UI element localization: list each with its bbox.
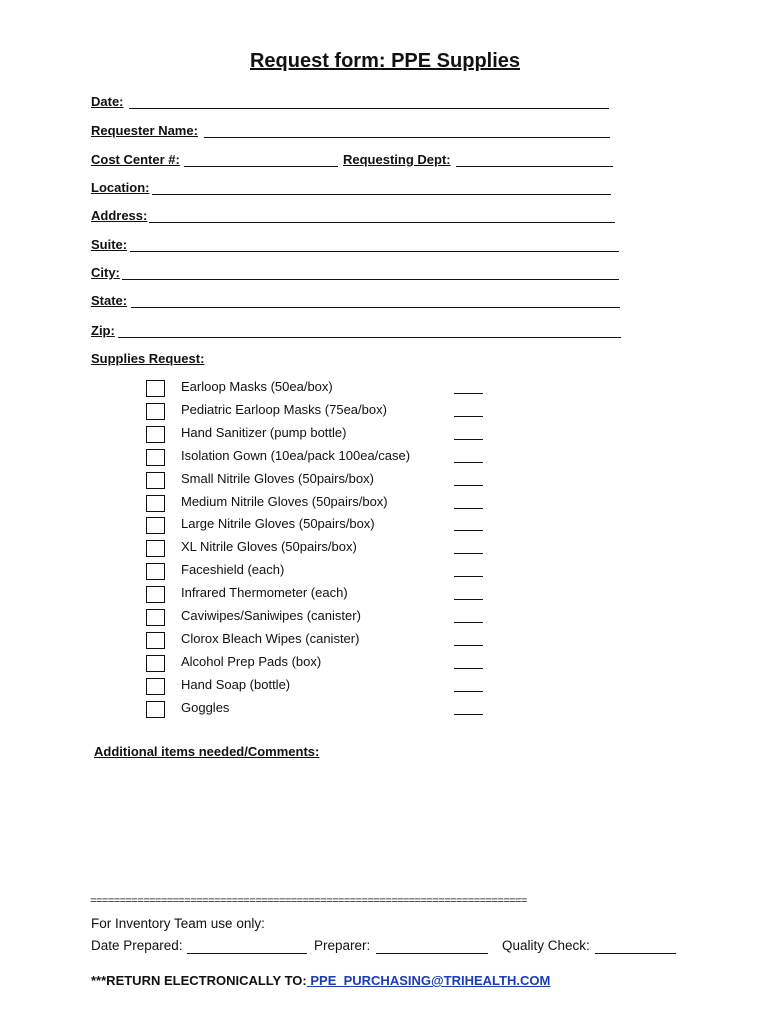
suite-input-line[interactable] bbox=[130, 251, 619, 252]
return-email-link[interactable]: PPE_PURCHASING@TRIHEALTH.COM bbox=[306, 973, 551, 988]
date-prepared-label: Date Prepared: bbox=[91, 938, 183, 953]
supply-quantity-line[interactable] bbox=[454, 576, 483, 577]
supply-item-label: Earloop Masks (50ea/box) bbox=[181, 379, 333, 394]
supply-checkbox[interactable] bbox=[146, 540, 165, 557]
supply-item-label: Alcohol Prep Pads (box) bbox=[181, 653, 322, 669]
cost-center-input-line[interactable] bbox=[184, 166, 338, 167]
separator-line: ========================================================================== bbox=[90, 896, 527, 908]
quality-check-input-line[interactable] bbox=[595, 953, 676, 954]
supply-checkbox[interactable] bbox=[146, 517, 165, 534]
supply-quantity-line[interactable] bbox=[454, 622, 483, 623]
city-label: City: bbox=[91, 265, 120, 280]
date-label: Date: bbox=[91, 94, 124, 109]
supply-checkbox[interactable] bbox=[146, 426, 165, 443]
supply-quantity-line[interactable] bbox=[454, 508, 483, 509]
supplies-heading: Supplies Request: bbox=[91, 351, 205, 366]
supply-item-label: Faceshield (each) bbox=[181, 562, 285, 578]
date-input-line[interactable] bbox=[129, 108, 609, 109]
supply-checkbox[interactable] bbox=[146, 655, 165, 672]
supply-checkbox[interactable] bbox=[146, 472, 165, 489]
supply-quantity-line[interactable] bbox=[454, 485, 483, 486]
supply-quantity-line[interactable] bbox=[454, 553, 483, 554]
state-label: State: bbox=[91, 293, 128, 308]
supply-quantity-line[interactable] bbox=[454, 599, 483, 600]
quality-check-label: Quality Check: bbox=[502, 938, 590, 953]
inventory-heading: For Inventory Team use only: bbox=[91, 916, 265, 931]
supply-quantity-line[interactable] bbox=[454, 439, 483, 440]
supply-item-label: Caviwipes/Saniwipes (canister) bbox=[181, 608, 361, 623]
location-label: Location: bbox=[91, 180, 150, 195]
supply-checkbox[interactable] bbox=[146, 563, 165, 580]
supply-checkbox[interactable] bbox=[146, 586, 165, 603]
supply-quantity-line[interactable] bbox=[454, 668, 483, 669]
supply-item-label: XL Nitrile Gloves (50pairs/box) bbox=[181, 539, 357, 555]
zip-label: Zip: bbox=[91, 323, 115, 338]
supply-item-label: Infrared Thermometer (each) bbox=[181, 585, 348, 601]
preparer-label: Preparer: bbox=[314, 938, 371, 953]
location-input-line[interactable] bbox=[152, 194, 611, 195]
preparer-input-line[interactable] bbox=[376, 953, 488, 954]
supply-checkbox[interactable] bbox=[146, 701, 165, 718]
supply-item-label: Large Nitrile Gloves (50pairs/box) bbox=[181, 516, 375, 532]
cost-center-label: Cost Center #: bbox=[91, 152, 180, 167]
supply-checkbox[interactable] bbox=[146, 495, 165, 512]
supply-quantity-line[interactable] bbox=[454, 714, 483, 715]
supply-checkbox[interactable] bbox=[146, 449, 165, 466]
supply-checkbox[interactable] bbox=[146, 380, 165, 397]
requesting-dept-label: Requesting Dept: bbox=[343, 152, 451, 167]
supply-quantity-line[interactable] bbox=[454, 462, 483, 463]
city-input-line[interactable] bbox=[122, 279, 619, 280]
supply-item-label: Hand Soap (bottle) bbox=[181, 676, 291, 692]
supply-item-label: Goggles bbox=[181, 699, 230, 715]
return-instruction bbox=[91, 973, 550, 988]
zip-input-line[interactable] bbox=[118, 337, 621, 338]
supply-quantity-line[interactable] bbox=[454, 530, 483, 531]
address-label: Address: bbox=[91, 208, 148, 223]
supply-item-label: Small Nitrile Gloves (50pairs/box) bbox=[181, 470, 374, 486]
supply-item-label: Medium Nitrile Gloves (50pairs/box) bbox=[181, 493, 388, 509]
supply-checkbox[interactable] bbox=[146, 678, 165, 695]
supply-checkbox[interactable] bbox=[146, 403, 165, 420]
additional-items-heading: Additional items needed/Comments: bbox=[94, 744, 320, 759]
date-prepared-input-line[interactable] bbox=[187, 953, 307, 954]
return-label: ***RETURN ELECTRONICALLY TO: bbox=[91, 973, 307, 988]
supply-quantity-line[interactable] bbox=[454, 691, 483, 692]
supply-quantity-line[interactable] bbox=[454, 645, 483, 646]
requester-name-label: Requester Name: bbox=[91, 123, 198, 138]
supply-quantity-line[interactable] bbox=[454, 416, 483, 417]
supply-item-label: Clorox Bleach Wipes (canister) bbox=[181, 630, 360, 646]
supply-quantity-line[interactable] bbox=[454, 393, 483, 394]
supply-item-label: Pediatric Earloop Masks (75ea/box) bbox=[181, 401, 387, 417]
supply-checkbox[interactable] bbox=[146, 609, 165, 626]
address-input-line[interactable] bbox=[149, 222, 615, 223]
suite-label: Suite: bbox=[91, 237, 128, 252]
form-title: Request form: PPE Supplies bbox=[249, 50, 521, 72]
supply-item-label: Hand Sanitizer (pump bottle) bbox=[181, 424, 347, 440]
requesting-dept-input-line[interactable] bbox=[456, 166, 613, 167]
supply-checkbox[interactable] bbox=[146, 632, 165, 649]
requester-name-input-line[interactable] bbox=[204, 137, 610, 138]
state-input-line[interactable] bbox=[131, 307, 620, 308]
supply-item-label: Isolation Gown (10ea/pack 100ea/case) bbox=[181, 447, 411, 463]
